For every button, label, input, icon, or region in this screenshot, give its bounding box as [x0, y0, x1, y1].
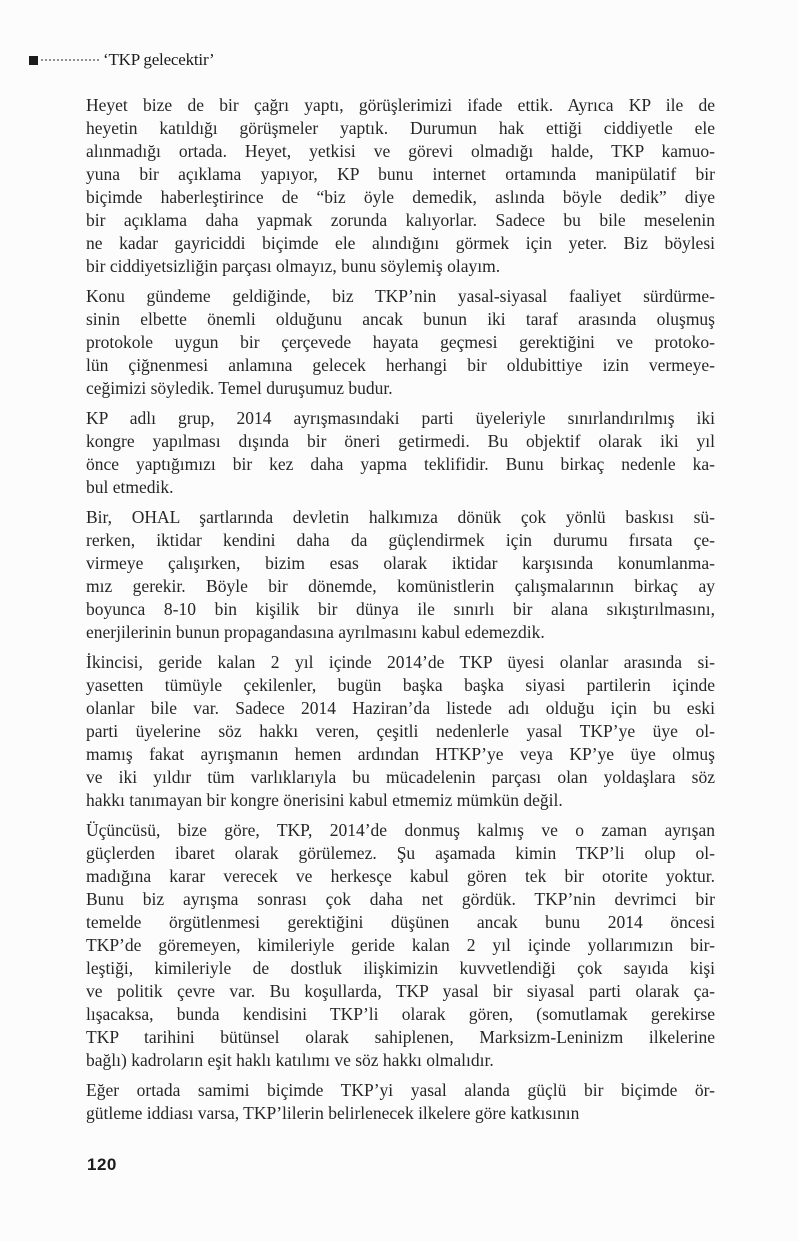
text-line: biçimde haberleştirince de “biz öyle demedik, aslında böyle dedik” diye: [86, 187, 715, 207]
paragraph: [86, 506, 715, 644]
text-line: enerjilerinin bunun propagandasına ayrılmasını kabul edemezdik.: [86, 622, 545, 642]
text-line: yasetten tümüyle çekilenler, bugün başka başka siyasi partilerin içinde: [86, 675, 715, 695]
text-line: rerken, iktidar kendini daha da güçlendirmek için durumu fırsata çe-: [86, 530, 715, 550]
square-bullet-icon: [29, 56, 38, 65]
text-line: güçlerden ibaret olarak görülemez. Şu aşamada kimin TKP’li olup ol-: [86, 843, 715, 863]
text-line: bul etmedik.: [86, 477, 174, 497]
paragraph: [86, 651, 715, 812]
text-line: ceğimizi söyledik. Temel duruşumuz budur.: [86, 378, 393, 398]
text-line: önce yaptığımızı bir kez daha yapma teklifidir. Bunu birkaç nedenle ka-: [86, 454, 715, 474]
text-line: bağlı) kadroların eşit haklı katılımı ve söz hakkı olmalıdır.: [86, 1050, 494, 1070]
text-line: bir açıklama daha yapmak zorunda kalıyorlar. Sadece bu bile meselenin: [86, 210, 715, 230]
text-line: temelde örgütlenmesi gerektiğini düşünen ancak bunu 2014 öncesi: [86, 912, 715, 932]
text-line: yuna bir açıklama yapıyor, KP bunu internet ortamında manipülatif bir: [86, 164, 715, 184]
text-line: olanlar bile var. Sadece 2014 Haziran’da listede adı olduğu için bu eski: [86, 698, 715, 718]
body-text: [86, 94, 715, 1132]
text-line: virmeye çalışırken, bizim esas olarak iktidar karşısında konumlanma-: [86, 553, 715, 573]
text-line: gütleme iddiası varsa, TKP’lilerin belirlenecek ilkelere göre katkısının: [86, 1103, 580, 1123]
text-line: madığına karar verecek ve herkesçe kabul gören tek bir otorite yoktur.: [86, 866, 715, 886]
paragraph: [86, 285, 715, 400]
text-line: TKP tarihini bütünsel olarak sahiplenen, Marksizm-Leninizm ilkelerine: [86, 1027, 715, 1047]
text-line: boyunca 8-10 bin kişilik bir dünya ile sınırlı bir alana sıkıştırılmasını,: [86, 599, 715, 619]
text-line: İkincisi, geride kalan 2 yıl içinde 2014’de TKP üyesi olanlar arasında si-: [86, 652, 715, 672]
page-number: 120: [87, 1155, 117, 1174]
paragraph: [86, 94, 715, 278]
text-line: sinin elbette önemli olduğunu ancak bunun iki taraf arasında oluşmuş: [86, 309, 715, 329]
chapter-header: [29, 51, 215, 69]
paragraph: [86, 407, 715, 499]
text-line: hakkı tanımayan bir kongre önerisini kabul etmemiz mümkün değil.: [86, 790, 563, 810]
text-line: ve politik çevre var. Bu koşullarda, TKP yasal bir siyasal parti olarak ça-: [86, 981, 715, 1001]
chapter-title: ‘TKP gelecektir’: [103, 50, 215, 69]
text-line: lışacaksa, bunda kendisini TKP’li olarak gören, (somutlamak gerekirse: [86, 1004, 715, 1024]
text-line: Üçüncüsü, bize göre, TKP, 2014’de donmuş kalmış ve o zaman ayrışan: [86, 820, 715, 840]
text-line: mız gerekir. Böyle bir dönemde, komünistlerin çalışmalarının birkaç ay: [86, 576, 715, 596]
text-line: ne kadar gayriciddi biçimde ele alındığını görmek için yeter. Biz böylesi: [86, 233, 715, 253]
dotted-leader: [41, 59, 99, 61]
text-line: leştiği, kimileriyle de dostluk ilişkimizin kuvvetlendiği çok sayıda kişi: [86, 958, 715, 978]
paragraph: [86, 1079, 715, 1125]
text-line: alınmadığı ortada. Heyet, yetkisi ve görevi olmadığı halde, TKP kamuo-: [86, 141, 715, 161]
text-line: parti üyelerine söz hakkı veren, çeşitli nedenlerle yasal TKP’ye üye ol-: [86, 721, 715, 741]
text-line: Eğer ortada samimi biçimde TKP’yi yasal alanda güçlü bir biçimde ör-: [86, 1080, 715, 1100]
text-line: lün çiğnenmesi anlamına gelecek herhangi bir oldubittiye izin vermeye-: [86, 355, 715, 375]
text-line: Bir, OHAL şartlarında devletin halkımıza dönük çok yönlü baskısı sü-: [86, 507, 715, 527]
text-line: Konu gündeme geldiğinde, biz TKP’nin yasal-siyasal faaliyet sürdürme-: [86, 286, 715, 306]
text-line: kongre yapılması dışında bir öneri getirmedi. Bu objektif olarak iki yıl: [86, 431, 715, 451]
text-line: mamış fakat ayrışmanın hemen ardından HTKP’ye veya KP’ye üye olmuş: [86, 744, 715, 764]
text-line: ve iki yıldır tüm varlıklarıyla bu mücadelenin parçası olan yoldaşlara söz: [86, 767, 715, 787]
text-line: KP adlı grup, 2014 ayrışmasındaki parti üyeleriyle sınırlandırılmış iki: [86, 408, 715, 428]
text-line: Bunu biz ayrışma sonrası çok daha net gördük. TKP’nin devrimci bir: [86, 889, 715, 909]
text-line: heyetin katıldığı görüşmeler yaptık. Durumun hak ettiği ciddiyetle ele: [86, 118, 715, 138]
text-line: TKP’de göremeyen, kimileriyle geride kalan 2 yıl içinde yollarımızın bir-: [86, 935, 715, 955]
paragraph: [86, 819, 715, 1072]
text-line: Heyet bize de bir çağrı yaptı, görüşlerimizi ifade ettik. Ayrıca KP ile de: [86, 95, 715, 115]
text-line: protokole uygun bir çerçevede hayata geçmesi gerektiğini ve protoko-: [86, 332, 715, 352]
text-line: bir ciddiyetsizliğin parçası olmayız, bunu söylemiş olayım.: [86, 256, 501, 276]
